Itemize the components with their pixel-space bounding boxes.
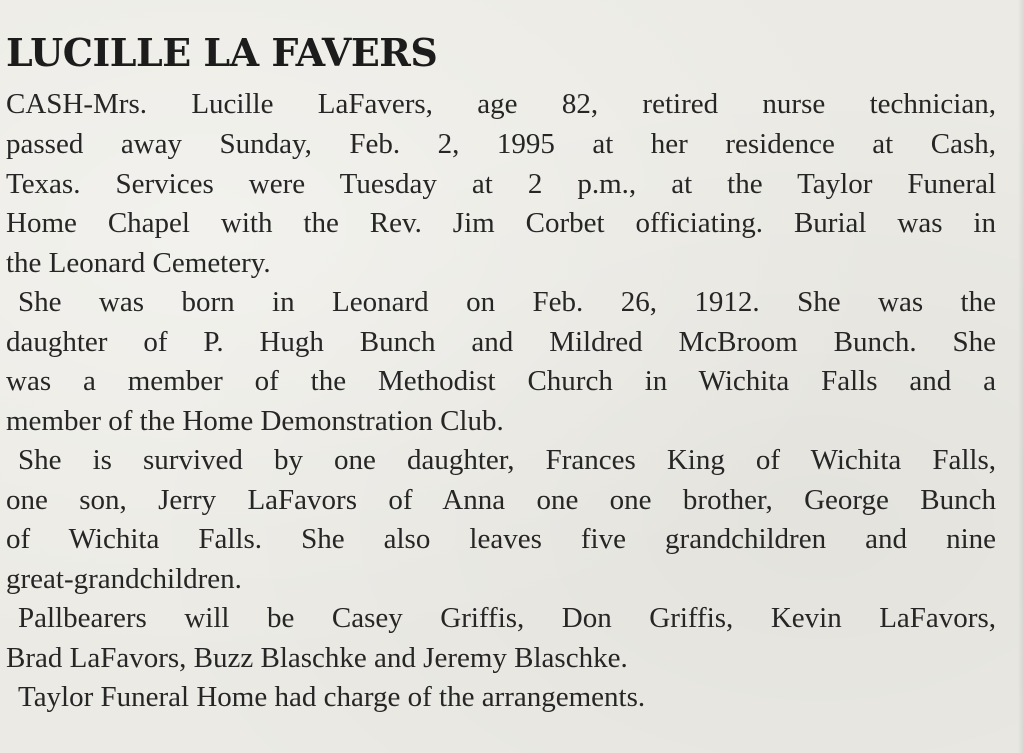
obituary-text-line: Home Chapel with the Rev. Jim Corbet officiating. Burial was in <box>6 207 996 239</box>
obituary-headline: LUCILLE LA FAVERS <box>6 30 438 75</box>
obituary-text-line: was a member of the Methodist Church in Wichita Falls and a <box>6 365 996 397</box>
obituary-text-line: Pallbearers will be Casey Griffis, Don Griffis, Kevin LaFavors, <box>18 602 996 634</box>
obituary-text-line: of Wichita Falls. She also leaves five grandchildren and nine <box>6 523 996 555</box>
obituary-text-line: great-grandchildren. <box>6 563 242 595</box>
obituary-text-line: daughter of P. Hugh Bunch and Mildred McBroom Bunch. She <box>6 326 996 358</box>
obituary-text-line: Brad LaFavors, Buzz Blaschke and Jeremy Blaschke. <box>6 642 628 674</box>
obituary-text-line: She is survived by one daughter, Frances King of Wichita Falls, <box>18 444 996 476</box>
obituary-text-line: Taylor Funeral Home had charge of the arrangements. <box>18 681 646 713</box>
obituary-text-line: passed away Sunday, Feb. 2, 1995 at her residence at Cash, <box>6 128 996 160</box>
obituary-text-line: member of the Home Demonstration Club. <box>6 405 504 437</box>
obituary-text-line: one son, Jerry LaFavors of Anna one one brother, George Bunch <box>6 484 996 516</box>
clipping-edge-shadow <box>1018 0 1024 753</box>
obituary-text-line: She was born in Leonard on Feb. 26, 1912. She was the <box>18 286 996 318</box>
obituary-text-line: Texas. Services were Tuesday at 2 p.m., at the Taylor Funeral <box>6 168 996 200</box>
obituary-text-line: CASH-Mrs. Lucille LaFavers, age 82, retired nurse technician, <box>6 88 996 120</box>
obituary-text-line: the Leonard Cemetery. <box>6 247 271 279</box>
